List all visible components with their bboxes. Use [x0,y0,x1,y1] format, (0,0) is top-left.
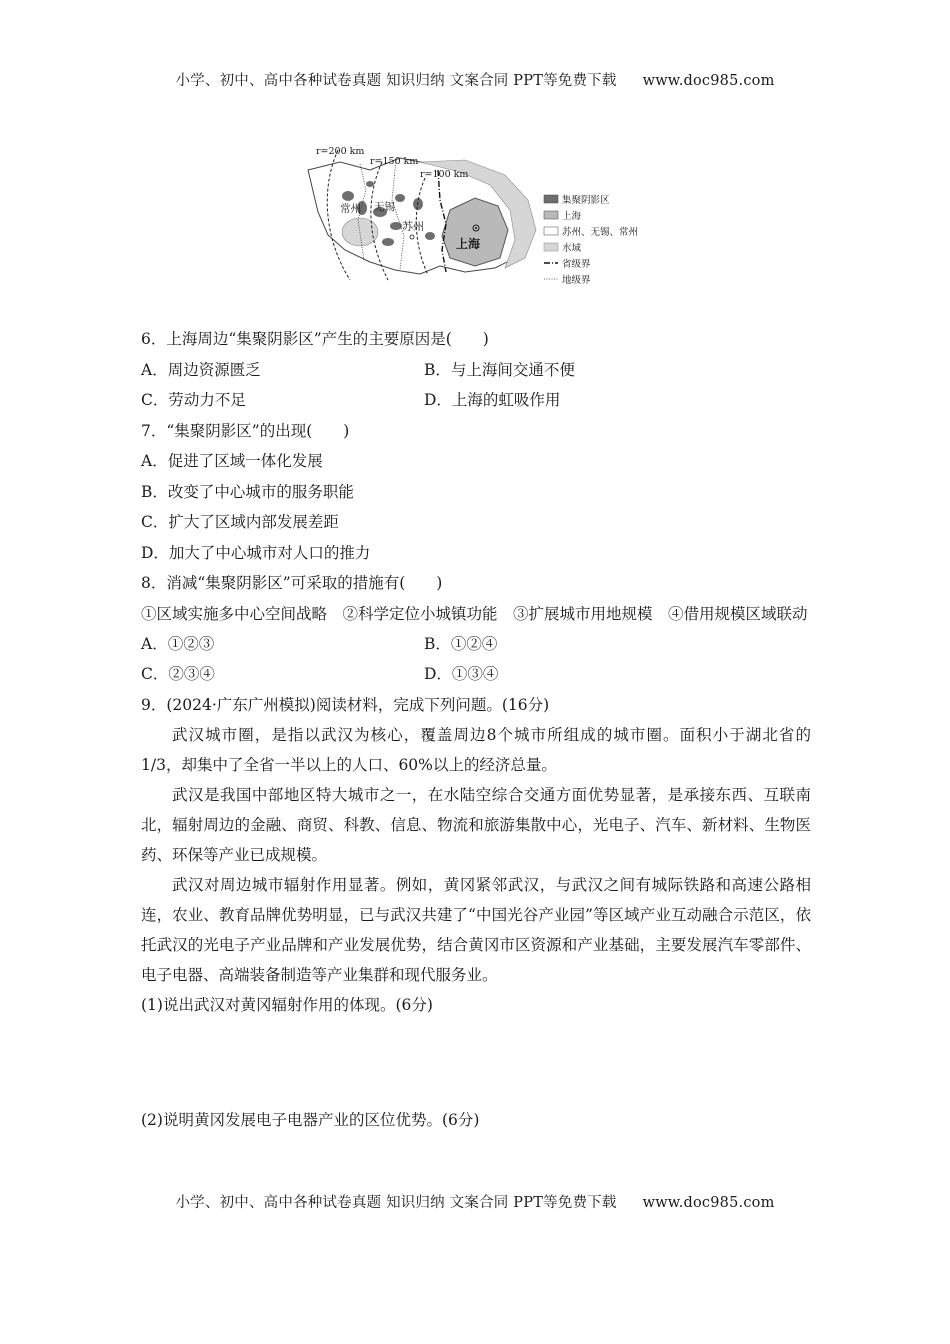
q8-stem: 8．消减“集聚阴影区”可采取的措施有( ) [141,574,443,592]
q7-option-c[interactable]: C．扩大了区域内部发展差距 [141,513,339,531]
q9-sub-question-2: (2)说明黄冈发展电子电器产业的区位优势。(6分) [141,1110,480,1129]
city-label-wuxi: 无锡 [374,201,395,213]
header-site[interactable]: www.doc985.com [642,73,775,89]
legend-su-xi-chang: 苏州、无锡、常州 [562,227,639,238]
legend-shanghai: 上海 [562,211,582,222]
header-text: 小学、初中、高中各种试卷真题 知识归纳 文案合同 PPT等免费下载 [175,73,617,89]
q7-option-b[interactable]: B．改变了中心城市的服务职能 [141,482,354,501]
radius-label-100: r=100 km [420,169,469,180]
q7-option-d[interactable]: D．加大了中心城市对人口的推力 [141,543,371,562]
city-label-changzhou: 常州 [340,203,361,215]
legend-province: 省级界 [562,259,591,270]
q6-option-a[interactable]: A．周边资源匮乏 [141,360,261,379]
legend-prefecture: 地级界 [562,275,591,286]
q8-option-b[interactable]: B．①②④ [424,634,498,653]
q9-sub-question-1: (1)说出武汉对黄冈辐射作用的体现。(6分) [141,996,433,1014]
agglomeration-shadow-map [300,140,670,290]
legend-water: 水域 [562,243,582,254]
q8-row-cd [141,659,811,690]
footer-site[interactable]: www.doc985.com [642,1195,775,1211]
q8-option-a[interactable]: A．①②③ [141,634,215,653]
map-svg [300,140,670,290]
q9-paragraph-1: 武汉城市圈，是指以武汉为核心，覆盖周边8个城市所组成的城市圈。面积小于湖北省的1/3，却集中了全省一半以上的人口、60%以上的经济总量。 [141,726,811,774]
q7-option-a[interactable]: A．促进了区域一体化发展 [141,452,323,470]
page-header [0,69,950,90]
q9-paragraph-3: 武汉对周边城市辐射作用显著。例如，黄冈紧邻武汉，与武汉之间有城际铁路和高速公路相连，农业、教育品牌优势明显，已与武汉共建了“中国光谷产业园”等区域产业互动融合示范区，依托武汉的光电子产业品牌和产业发展优势，结合黄冈市区资源和产业基础，主要发展汽车零部件、电子电器、高端装备制造等产业集群和现代服务业。 [141,876,811,984]
map-legend [544,194,638,286]
q6-row-ab [141,355,811,386]
q6-option-d[interactable]: D．上海的虹吸作用 [424,391,561,409]
city-label-shanghai: 上海 [456,237,481,251]
q8-option-d[interactable]: D．①③④ [424,665,499,683]
q6-option-c[interactable]: C．劳动力不足 [141,391,246,409]
q6-row-cd [141,385,811,416]
q8-row-ab [141,629,811,660]
q6-stem: 6．上海周边“集聚阴影区”产生的主要原因是( ) [141,330,489,348]
page-footer [0,1191,950,1212]
q8-measures: ①区域实施多中心空间战略 ②科学定位小城镇功能 ③扩展城市用地规模 ④借用规模区域联动 [141,604,808,623]
radius-label-150: r=150 km [370,156,419,167]
q9-paragraph-2: 武汉是我国中部地区特大城市之一，在水陆空综合交通方面优势显著，是承接东西、互联南北，辐射周边的金融、商贸、科教、信息、物流和旅游集散中心，光电子、汽车、新材料、生物医药、环保等产业已成规模。 [141,786,811,864]
question-content [141,324,811,1135]
city-label-suzhou: 苏州 [402,220,424,233]
answer-space-1[interactable] [141,1021,811,1105]
q7-stem: 7．“集聚阴影区”的出现( ) [141,421,350,440]
footer-text: 小学、初中、高中各种试卷真题 知识归纳 文案合同 PPT等免费下载 [175,1195,617,1211]
radius-label-200: r=200 km [316,146,365,157]
q6-option-b[interactable]: B．与上海间交通不便 [424,360,575,379]
q9-stem: 9．(2024·广东广州模拟)阅读材料，完成下列问题。(16分) [141,695,550,714]
q8-option-c[interactable]: C．②③④ [141,665,215,683]
legend-shadow: 集聚阴影区 [562,195,610,206]
